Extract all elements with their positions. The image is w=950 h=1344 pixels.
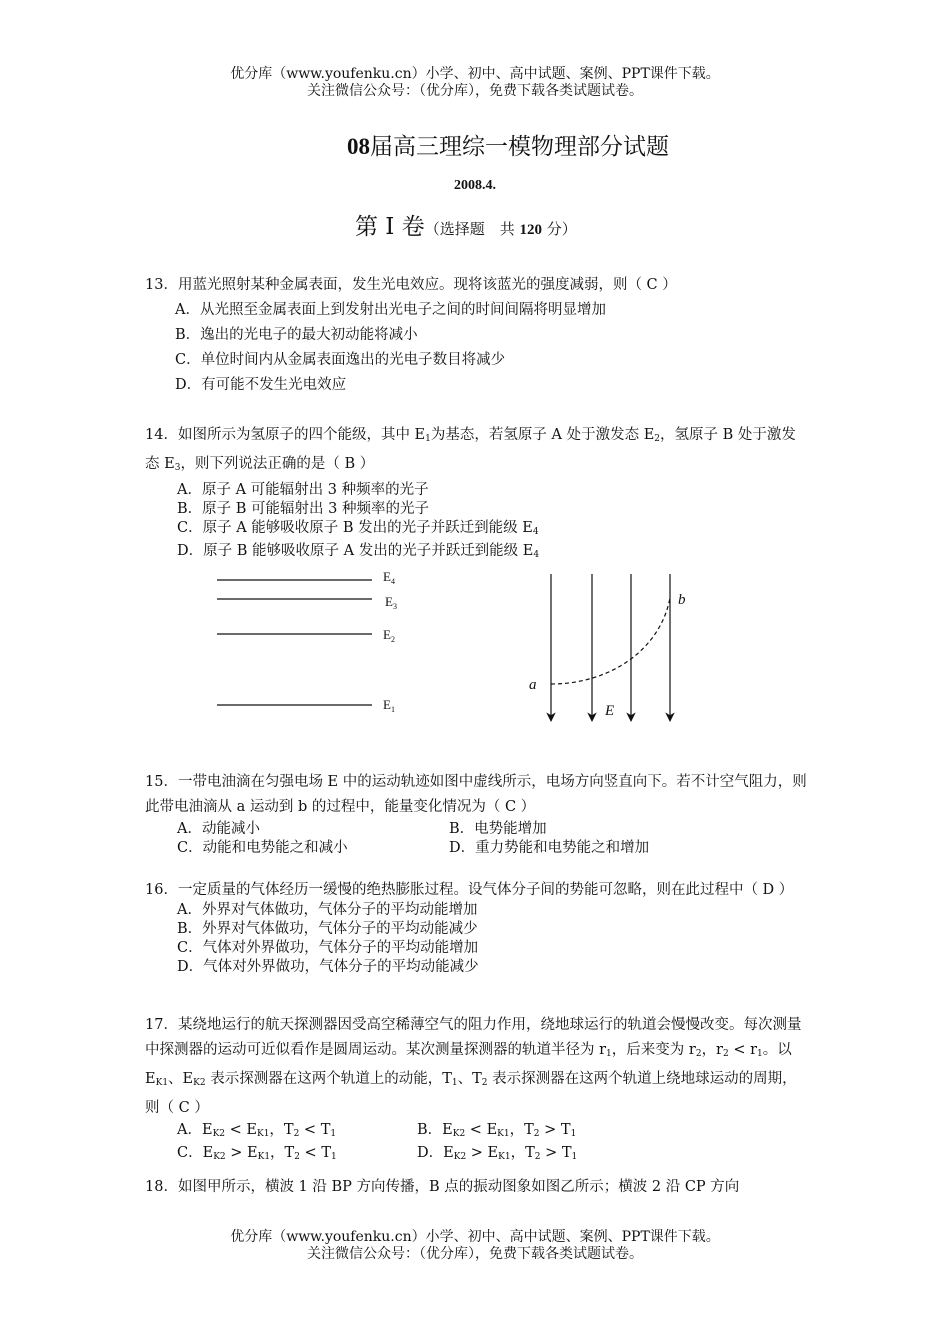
question-17-option-a: A．$E_{K2} < E_{K1}$，$T_2 < T_1$ [177, 1122, 337, 1139]
point-a-label: a [529, 677, 537, 693]
question-14-stem: 14．如图所示为氢原子的四个能级，其中 $E_1$为基态，若氢原子 A 处于激发态 $E_2$，氢原子 B 处于激发态 $E_3$，则下列说法正确的是（ B ） [145, 427, 796, 473]
question-13 [145, 273, 810, 398]
question-13-option-d: D．有可能不发生光电效应 [175, 377, 347, 393]
question-17-option-d: D．$E_{K2} > E_{K1}$，$T_2 > T_1$ [417, 1145, 578, 1162]
footer-banner [0, 1229, 950, 1263]
question-17-row-1 [145, 1121, 810, 1144]
question-15 [145, 770, 810, 858]
question-17-option-b: B．$E_{K2} < E_{K1}$，$T_2 > T_1$ [417, 1122, 577, 1139]
header-banner [0, 66, 950, 100]
electric-field-diagram [551, 574, 670, 721]
level-e2-label: $E_2$ [383, 627, 395, 644]
question-17 [145, 1013, 810, 1167]
question-14-option-b: B．原子 B 可能辐射出 3 种频率的光子 [177, 501, 429, 517]
question-13-stem: 13．用蓝光照射某种金属表面，发生光电效应。现将该蓝光的强度减弱，则（ C ） [145, 277, 677, 293]
question-15-option-b: B．电势能增加 [449, 821, 547, 837]
question-15-option-c: C．动能和电势能之和减小 [177, 840, 348, 856]
question-15-row-2 [145, 839, 810, 858]
trajectory-dashed [551, 598, 670, 684]
question-15-option-a: A．动能减小 [177, 821, 260, 837]
energy-level-diagram [217, 580, 372, 705]
question-16-option-b: B．外界对气体做功，气体分子的平均动能减少 [177, 921, 478, 937]
question-16 [145, 880, 810, 977]
question-16-option-d: D．气体对外界做功，气体分子的平均动能减少 [177, 959, 479, 975]
question-16-option-a: A．外界对气体做功，气体分子的平均动能增加 [177, 902, 478, 918]
point-b-label: b [678, 592, 686, 608]
level-e3-label: $E_3$ [385, 594, 397, 611]
question-16-stem: 16．一定质量的气体经历一缓慢的绝热膨胀过程。设气体分子间的势能可忽略，则在此过程中（ D ） [145, 882, 794, 898]
level-e1-label: $E_1$ [383, 697, 395, 714]
question-15-option-d: D．重力势能和电势能之和增加 [449, 840, 650, 856]
title-prefix: 08 [347, 134, 370, 159]
question-14 [145, 423, 810, 565]
question-15-row-1 [145, 820, 810, 839]
question-18-stem: 18．如图甲所示，横波 1 沿 BP 方向传播，B 点的振动图象如图乙所示；横波 2 沿 CP 方向 [145, 1179, 740, 1195]
header-line-1: 优分库（www.youfenku.cn）小学、初中、高中试题、案例、PPT课件下载。 [230, 66, 720, 82]
question-14-option-a: A．原子 A 可能辐射出 3 种频率的光子 [177, 482, 429, 498]
question-14-option-c: C．原子 A 能够吸收原子 B 发出的光子并跃迁到能级 $E_4$ [177, 520, 539, 537]
footer-line-1: 优分库（www.youfenku.cn）小学、初中、高中试题、案例、PPT课件下载。 [230, 1229, 720, 1245]
exam-date: 2008.4. [454, 178, 496, 193]
question-17-stem: 17．某绕地运行的航天探测器因受高空稀薄空气的阻力作用，绕地球运行的轨道会慢慢改变。每次测量中探测器的运动可近似看作是圆周运动。某次测量探测器的轨道半径为 $r_1$，后来变为 $r_2$，$r_2 < r_1$。以 $E_{K1}$、$E_{K2}$ 表示探测器在这两个轨道上的动能，$T_1$、$T_2$ 表示探测器在这两个轨道上绕地球运动的周期，则（ C ） [145, 1017, 802, 1116]
title-main: 届高三理综一模物理部分试题 [370, 134, 669, 160]
question-15-stem: 15．一带电油滴在匀强电场 E 中的运动轨迹如图中虚线所示，电场方向竖直向下。若不计空气阻力，则此带电油滴从 a 运动到 b 的过程中，能量变化情况为（ C ） [145, 774, 807, 815]
question-16-option-c: C．气体对外界做功，气体分子的平均动能增加 [177, 940, 479, 956]
figures [0, 560, 950, 760]
header-line-2: 关注微信公众号：（优分库），免费下载各类试题试卷。 [307, 83, 643, 99]
question-14-option-d: D．原子 B 能够吸收原子 A 发出的光子并跃迁到能级 $E_4$ [177, 543, 540, 560]
section-note: （选择题 共 120 分） [424, 220, 577, 238]
question-13-option-c: C．单位时间内从金属表面逸出的光电子数目将减少 [175, 352, 506, 368]
footer-line-2: 关注微信公众号：（优分库），免费下载各类试题试卷。 [307, 1246, 643, 1262]
question-13-option-a: A．从光照至金属表面上到发射出光电子之间的时间间隔将明显增加 [175, 302, 606, 318]
question-13-option-b: B．逸出的光电子的最大初动能将减小 [175, 327, 418, 343]
question-17-row-2 [145, 1144, 810, 1167]
level-e4-label: $E_4$ [383, 569, 395, 586]
question-17-option-c: C．$E_{K2} > E_{K1}$，$T_2 < T_1$ [177, 1145, 337, 1162]
page-title [0, 132, 950, 162]
section-heading [355, 208, 577, 241]
field-e-label: E [605, 703, 615, 719]
section-label: 第 I 卷 [355, 214, 425, 240]
question-18 [145, 1175, 810, 1200]
